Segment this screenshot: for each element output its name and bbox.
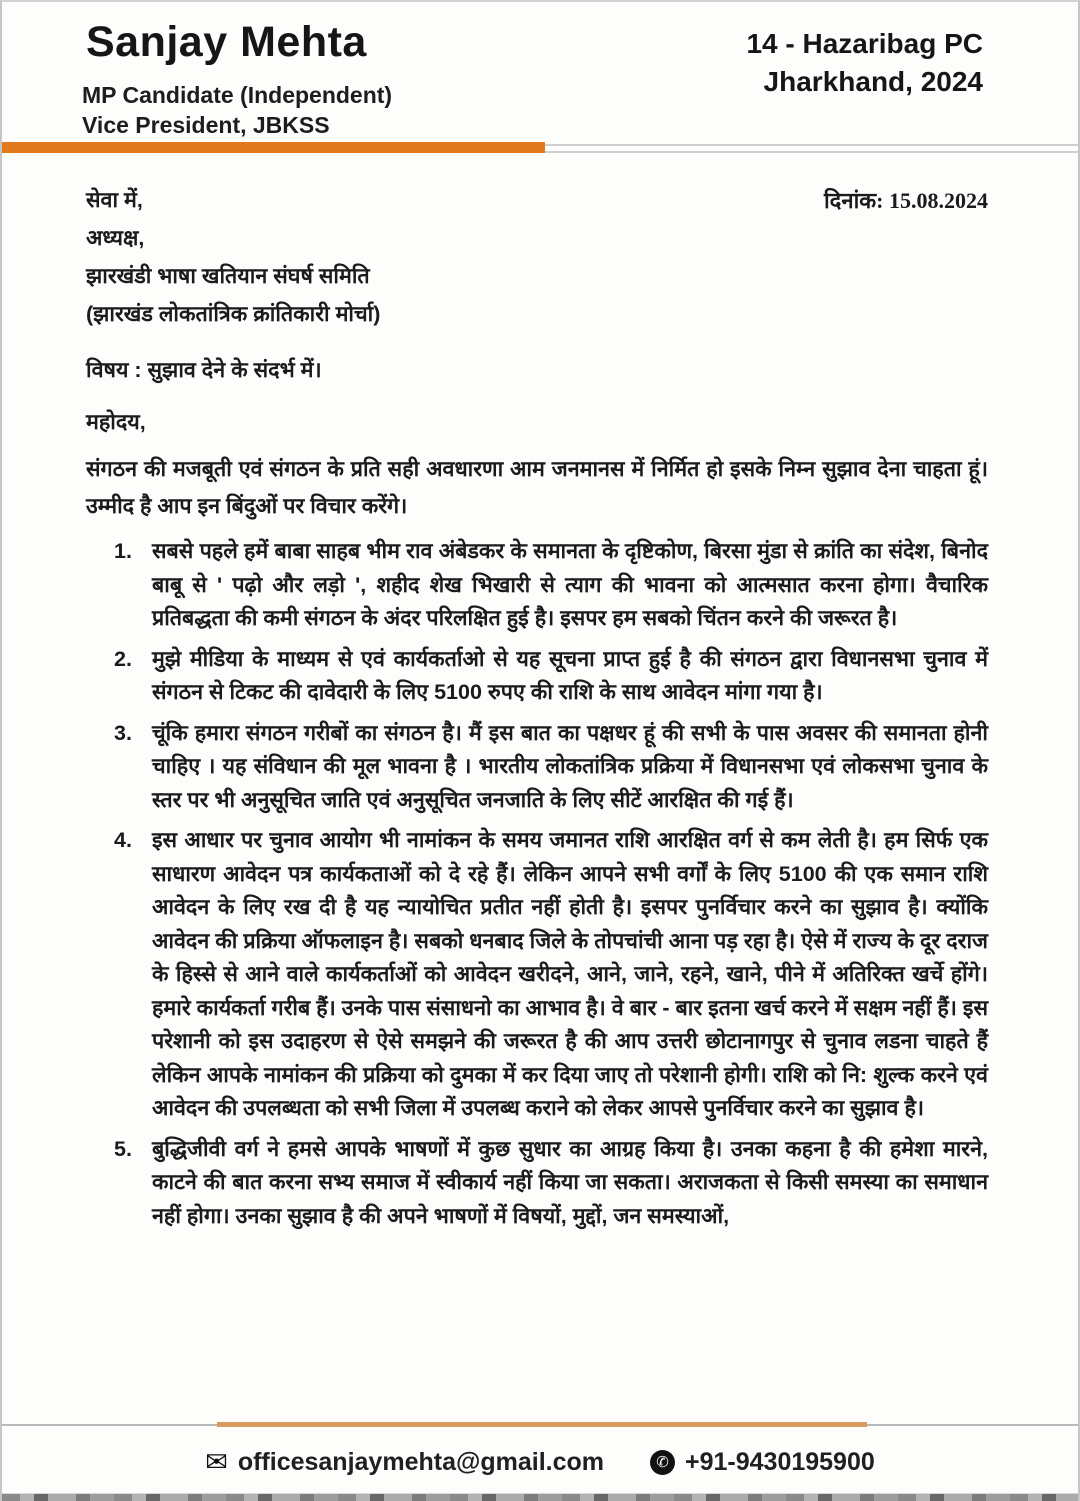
list-item <box>114 824 988 1126</box>
sender-role-2: Vice President, JBKSS <box>82 112 330 138</box>
letter-body <box>86 182 988 1240</box>
recipient-organisation: झारखंडी भाषा खतियान संघर्ष समिति <box>86 264 370 288</box>
list-item <box>114 1133 988 1234</box>
list-item-number: 2. <box>114 646 132 671</box>
suggestion-list <box>86 535 988 1233</box>
list-item-text: चूंकि हमारा संगठन गरीबों का संगठन है। मैं इस बात का पक्षधर हूं की सभी के पास अवसर की समानता होनी चाहिए । यह संविधान की मूल भावना है । भारतीय लोकतांत्रिक प्रक्रिया में विधानसभा एवं लोकसभा चुनाव के स्तर पर भी अनुसूचित जाति एवं अनुसूचित जनजाति के लिए सीटें आरक्षित की गई हैं। <box>152 720 988 812</box>
salutation: महोदय, <box>86 410 146 434</box>
footer-contacts <box>2 1448 1078 1477</box>
page-bottom-edge <box>2 1493 1078 1501</box>
date-label: दिनांक: 15.08.2024 <box>823 188 988 213</box>
envelope-icon: ✉ <box>205 1447 228 1477</box>
list-item-text: मुझे मीडिया के माध्यम से एवं कार्यकर्ताओ से यह सूचना प्राप्त हुई है की संगठन द्वारा विधानसभा चुनाव में संगठन से टिकट की दावेदारी के लिए 5100 रुपए की राशि के साथ आवेदन मांगा गया है। <box>152 646 988 704</box>
list-item-text: सबसे पहले हमें बाबा साहब भीम राव अंबेडकर के समानता के दृष्टिकोण, बिरसा मुंडा से क्रांति का संदेश, बिनोद बाबू से ' पढ़ो और लड़ो ', शहीद शेख भिखारी से त्याग की भावना को आत्मसात करना होगा। वैचारिक प्रतिबद्धता की कमी संगठन के अंदर परिलक्षित हुई है। इसपर हम सबको चिंतन करने की जरूरत है। <box>152 539 988 630</box>
email-address: officesanjaymehta@gmail.com <box>237 1448 604 1476</box>
recipient-salutation-line: सेवा में, <box>86 188 143 212</box>
constituency-line-1: 14 - Hazaribag PC <box>746 28 983 59</box>
recipient-address <box>86 219 988 333</box>
header-accent-bar <box>2 142 545 153</box>
footer-accent-bar <box>217 1422 867 1427</box>
phone-contact <box>650 1448 875 1477</box>
recipient-title: अध्यक्ष, <box>86 226 145 250</box>
constituency-line-2: Jharkhand, 2024 <box>763 66 983 97</box>
list-item-number: 5. <box>114 1136 132 1161</box>
phone-number: +91-9430195900 <box>685 1448 875 1476</box>
list-item-number: 1. <box>114 539 132 563</box>
subject-line: विषय : सुझाव देने के संदर्भ में। <box>86 358 322 382</box>
list-item <box>114 717 988 818</box>
list-item <box>114 535 988 636</box>
list-item-text: बुद्धिजीवी वर्ग ने हमसे आपके भाषणों में कुछ सुधार का आग्रह किया है। उनका कहना है की हमेशा मारने, काटने की बात करना सभ्य समाज में स्वीकार्य नहीं किया जा सकता। अराजकता से किसी समस्या का समाधान नहीं होगा। उनका सुझाव है की अपने भाषणों में विषयों, मुद्दों, जन समस्याओं, <box>152 1136 988 1228</box>
list-item-number: 3. <box>114 720 132 745</box>
sender-role-1: MP Candidate (Independent) <box>82 82 393 108</box>
list-item-number: 4. <box>114 828 132 852</box>
list-item-text: इस आधार पर चुनाव आयोग भी नामांकन के समय जमानत राशि आरक्षित वर्ग से कम लेती है। हम सिर्फ एक साधारण आवेदन पत्र कार्यकताओं को दे रहे हैं। लेकिन आपने सभी वर्गों के लिए 5100 की एक समान राशि आवेदन के लिए रख दी है यह न्यायोचित प्रतीत नहीं होती है। इसपर पुनर्विचार करने का सुझाव है। क्योंकि आवेदन की प्रक्रिया ऑफलाइन है। सबको धनबाद जिले के तोपचांची आना पड़ रहा है। ऐसे में राज्य के दूर दराज के हिस्से से आने वाले कार्यकर्ताओं को आवेदन खरीदने, आने, जाने, रहने, खाने, पीने में अतिरिक्त खर्चे होंगे। हमारे कार्यकर्ता गरीब हैं। उनके पास संसाधनो का आभाव है। वे बार - बार इतना खर्च करने में सक्षम नहीं हैं। इस परेशानी को इस उदाहरण से ऐसे समझने की जरूरत है की आप उत्तरी छोटानागपुर से चुनाव लडना चाहते हैं लेकिन आपके नामांकन की प्रक्रिया को दुमका में कर दिया जाए तो परेशानी होगी। राशि को नि: शुल्क करने एवं आवेदन की उपलब्धता को सभी जिला में उपलब्ध कराने को लेकर आपसे पुनर्विचार करने का सुझाव है। <box>152 828 988 1120</box>
email-contact <box>205 1448 604 1477</box>
header-divider-line <box>545 144 1078 153</box>
intro-paragraph: संगठन की मजबूती एवं संगठन के प्रति सही अवधारणा आम जनमानस में निर्मित हो इसके निम्न सुझाव देना चाहता हूं। उम्मीद है आप इन बिंदुओं पर विचार करेंगे। <box>86 457 988 518</box>
list-item <box>114 643 988 710</box>
recipient-organisation-alias: (झारखंड लोकतांत्रिक क्रांतिकारी मोर्चा) <box>86 302 381 326</box>
phone-icon: ✆ <box>650 1450 675 1475</box>
sender-name: Sanjay Mehta <box>86 18 367 66</box>
